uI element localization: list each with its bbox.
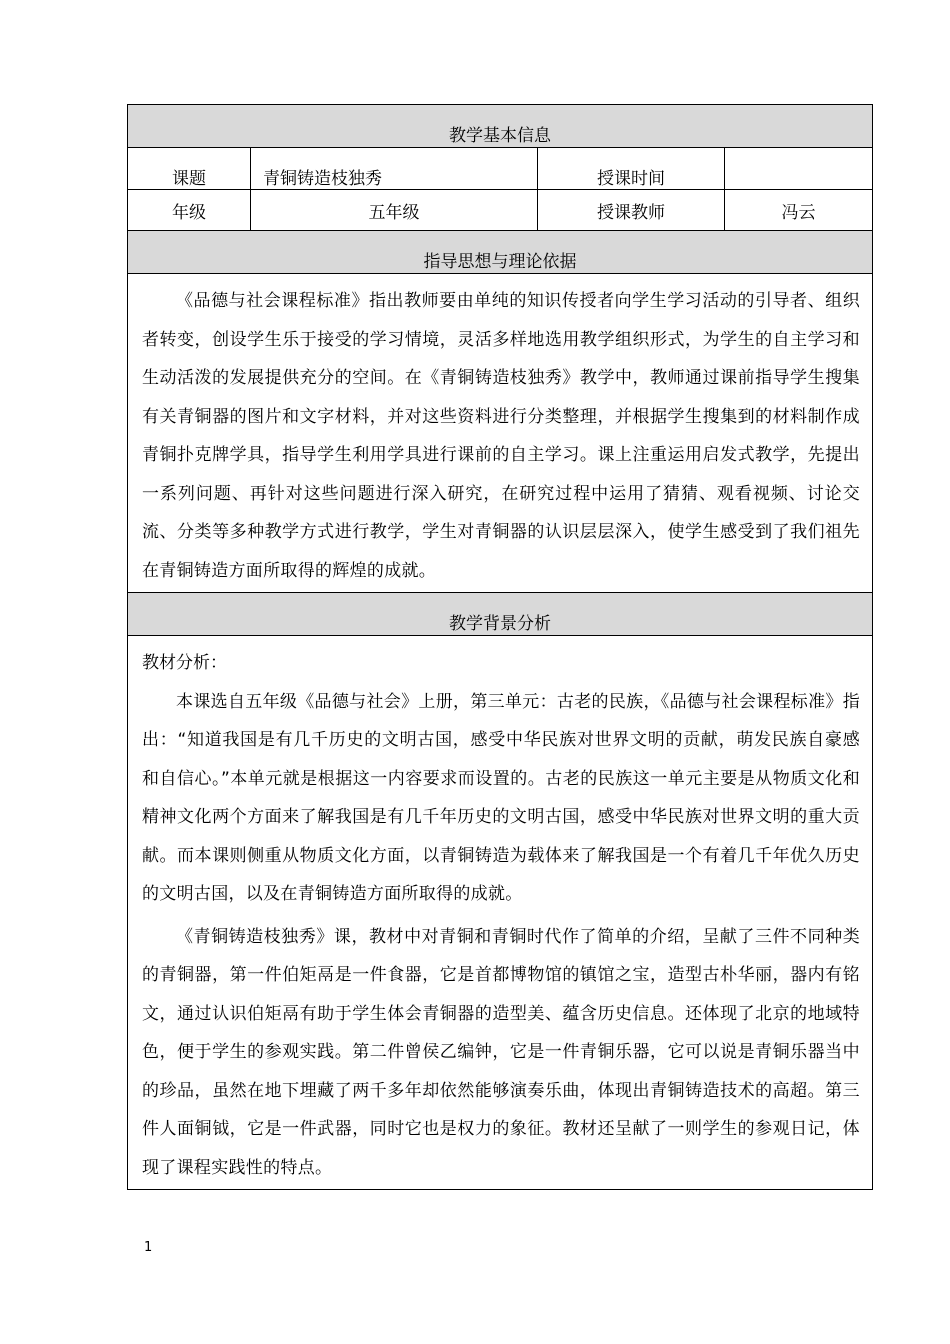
grade-value: 五年级 [251,190,538,231]
topic-label: 课题 [128,148,251,190]
time-value [725,148,873,190]
background-paragraph-1: 本课选自五年级《品德与社会》上册，第三单元：古老的民族，《品德与社会课程标准》指出：“知道我国是有几千历史的文明古国，感受中华民族对世界文明的贡献，萌发民族自豪感和自信心。”本单元就是根据这一内容要求而设置的。古老的民族这一单元主要是从物质文化和精神文化两个方面来了解我国是有几千年历史的文明古国，感受中华民族对世界文明的重大贡献。而本课则侧重从物质文化方面，以青铜铸造为载体来了解我国是一个有着几千年优久历史的文明古国，以及在青铜铸造方面所取得的成就。 [142,691,860,904]
topic-value: 青铜铸造枝独秀 [251,148,538,190]
background-header [128,593,873,636]
time-label: 授课时间 [538,148,725,190]
guidance-paragraph: 《品德与社会课程标准》指出教师要由单纯的知识传授者向学生学习活动的引导者、组织者转变，创设学生乐于接受的学习情境，灵活多样地选用教学组织形式，为学生的自主学习和生动活泼的发展提供充分的空间。在《青铜铸造枝独秀》教学中，教师通过课前指导学生搜集有关青铜器的图片和文字材料，并对这些资料进行分类整理，并根据学生搜集到的材料制作成青铜扑克牌学具，指导学生利用学具进行课前的自主学习。课上注重运用启发式教学，先提出一系列问题、再针对这些问题进行深入研究，在研究过程中运用了猜猜、观看视频、讨论交流、分类等多种教学方式进行教学，学生对青铜器的认识层层深入，使学生感受到了我们祖先在青铜铸造方面所取得的辉煌的成就。 [142,291,860,581]
basic-info-header-text: 教学基本信息 [449,126,551,146]
background-header-text: 教学背景分析 [449,614,551,634]
lesson-plan-table [127,104,873,1190]
page-number: 1 [144,1240,153,1255]
teacher-label: 授课教师 [538,190,725,231]
background-body [128,636,873,1190]
teacher-value: 冯云 [725,190,873,231]
grade-label: 年级 [128,190,251,231]
guidance-header-text: 指导思想与理论依据 [423,252,577,272]
background-paragraph-2: 《青铜铸造枝独秀》课，教材中对青铜和青铜时代作了简单的介绍，呈献了三件不同种类的青铜器，第一件伯矩鬲是一件食器，它是首都博物馆的镇馆之宝，造型古朴华丽，器内有铭文，通过认识伯矩鬲有助于学生体会青铜器的造型美、蕴含历史信息。还体现了北京的地域特色，便于学生的参观实践。第二件曾侯乙编钟，它是一件青铜乐器，它可以说是青铜乐器当中的珍品，虽然在地下埋藏了两千多年却依然能够演奏乐曲，体现出青铜铸造技术的高超。第三件人面铜钺，它是一件武器，同时它也是权力的象征。教材还呈献了一则学生的参观日记，体现了课程实践性的特点。 [142,926,860,1178]
guidance-header [128,231,873,274]
basic-info-header [128,105,873,148]
material-analysis-label: 教材分析： [142,653,227,673]
guidance-body [128,274,873,593]
